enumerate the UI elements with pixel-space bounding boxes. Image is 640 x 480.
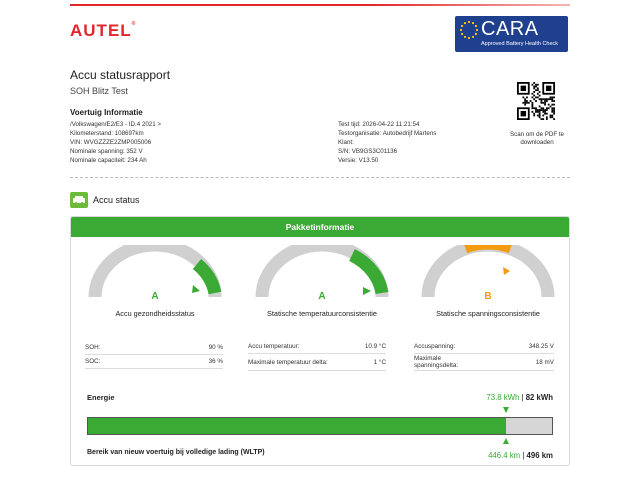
- test-version: Versie: V13.50: [338, 157, 379, 164]
- range-separator: |: [522, 451, 525, 460]
- metric-value: 18 mV: [535, 358, 554, 366]
- page-title: Accu statusrapport: [70, 68, 171, 82]
- test-organisation: Testorganisatie: Autobedrijf Martens: [338, 130, 437, 137]
- metric-label: Accu temperatuur:: [248, 343, 300, 350]
- metric-value: 90 %: [208, 344, 223, 351]
- metric-label: Maximale temperatuur delta:: [248, 358, 328, 366]
- metric-label: SOC:: [85, 358, 101, 365]
- energy-marker-bottom: [503, 438, 509, 444]
- section-title: Accu status: [93, 195, 140, 205]
- metric-label: Accuspanning:: [414, 343, 456, 350]
- metric-label: SOH:: [85, 344, 101, 351]
- metric-row: [85, 341, 223, 355]
- test-time: Test tijd: 2026-04-22 11:21:54: [338, 121, 420, 128]
- energy-value: [440, 393, 553, 402]
- cara-subtitle: Approved Battery Health Check: [481, 41, 559, 47]
- temperature-grade: A: [318, 291, 326, 302]
- panel-header: Pakketinformatie: [71, 217, 569, 237]
- voltage-gauge-label: Statische spanningsconsistentie: [436, 309, 540, 318]
- metric-row: [248, 340, 386, 354]
- test-customer: Klant:: [338, 139, 354, 146]
- voltage-metrics: [414, 340, 554, 371]
- energy-bar: [87, 417, 553, 435]
- metric-row: [248, 354, 386, 371]
- energy-separator: |: [521, 393, 524, 402]
- eu-stars-icon: [458, 19, 480, 41]
- temperature-gauge-label: Statische temperatuurconsistentie: [267, 309, 377, 318]
- voltage-grade: B: [484, 291, 492, 302]
- metric-value: 10.9 °C: [364, 343, 386, 350]
- vehicle-mileage: Kilometerstand: 108697km: [70, 130, 144, 137]
- vehicle-info: [70, 120, 161, 165]
- test-info: [338, 120, 436, 165]
- energy-label: Energie: [87, 393, 115, 402]
- range-total: 496 km: [526, 451, 553, 460]
- energy-bar-fill: [88, 418, 506, 434]
- range-value: [440, 451, 553, 460]
- cara-badge: [455, 16, 568, 52]
- vehicle-nominal-voltage: Nominale spanning: 352 V: [70, 148, 143, 155]
- energy-marker-top: [503, 407, 509, 413]
- energy-total: 82 kWh: [525, 393, 553, 402]
- cara-word: CARA: [481, 18, 539, 40]
- metric-value: 1 °C: [373, 358, 386, 366]
- qr-code-icon[interactable]: [517, 82, 555, 120]
- battery-car-icon: [70, 192, 88, 208]
- test-serial: S/N: VB9GS3C01136: [338, 148, 398, 155]
- range-label: Bereik van nieuw voertuig bij volledige lading (WLTP): [87, 449, 265, 456]
- metric-row: [414, 354, 554, 371]
- vehicle-vin: VIN: WVGZZZE2ZMP005006: [70, 139, 152, 146]
- health-metrics: [85, 341, 223, 369]
- metric-row: [85, 355, 223, 369]
- energy-current: 73.8 kWh: [486, 393, 520, 402]
- vehicle-model: /Volkswagen/E2/E3 - ID.4 2021 >: [70, 121, 161, 128]
- metric-row: [414, 340, 554, 354]
- metric-value: 348.25 V: [528, 343, 554, 350]
- header-accent-line: [70, 4, 570, 6]
- range-current: 446.4 km: [488, 451, 521, 460]
- temperature-metrics: [248, 340, 386, 371]
- autel-logo: AUTEL®: [70, 21, 137, 40]
- vehicle-info-title: Voertuig Informatie: [70, 108, 143, 117]
- divider: [70, 177, 570, 178]
- health-grade: A: [151, 291, 159, 302]
- health-gauge-label: Accu gezondheidsstatus: [115, 309, 195, 318]
- metric-label: Maximale spanningsdelta:: [414, 355, 459, 369]
- vehicle-nominal-capacity: Nominale capaciteit: 234 Ah: [70, 157, 147, 164]
- qr-caption: Scan om de PDF te downloaden: [510, 131, 564, 146]
- metric-value: 36 %: [208, 358, 223, 365]
- page-subtitle: SOH Blitz Test: [70, 86, 128, 96]
